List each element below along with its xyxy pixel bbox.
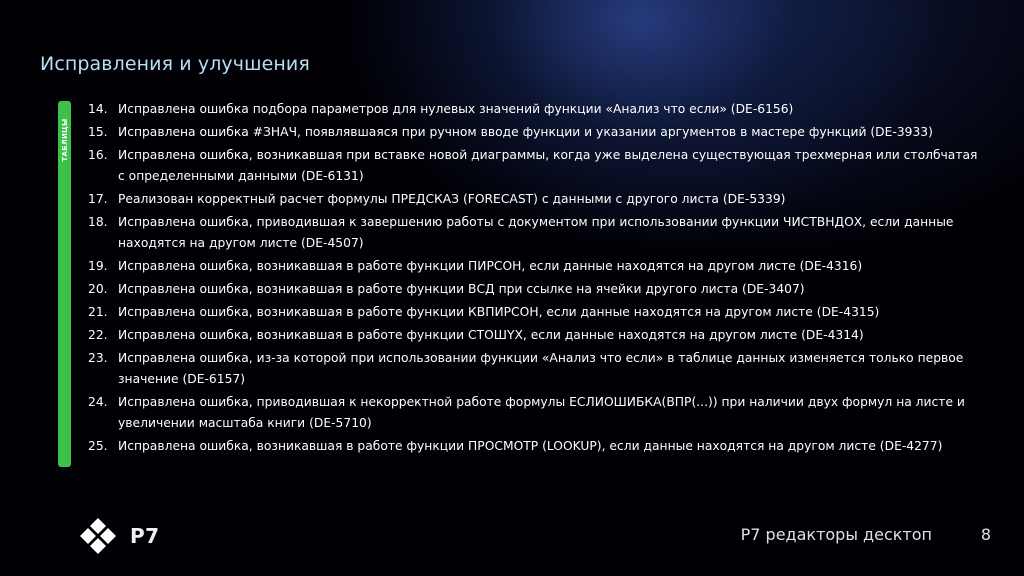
item-text: Исправлена ошибка, возникавшая при вставке новой диаграммы, когда уже выделена существующая трехмерная или столбчатая с определенными данными (DE-6131) xyxy=(118,148,978,183)
item-number: 15. xyxy=(88,125,108,139)
item-number: 21. xyxy=(88,305,108,319)
section-side-bar xyxy=(58,101,71,467)
item-number: 17. xyxy=(88,192,108,206)
section-label: ТАБЛИЦЫ xyxy=(60,118,69,162)
item-text: Исправлена ошибка, приводившая к некорректной работе формулы ЕСЛИОШИБКА(ВПР(...)) при наличии двух формул на листе и увеличении масштаба книги (DE-5710) xyxy=(118,395,965,430)
diamond-grid-logo-icon xyxy=(74,518,122,554)
item-number: 23. xyxy=(88,351,108,365)
brand-logo xyxy=(74,518,160,554)
item-text: Исправлена ошибка, возникавшая в работе функции ВСД при ссылке на ячейки другого листа (DE-3407) xyxy=(118,282,805,296)
item-number: 14. xyxy=(88,102,108,116)
list-item xyxy=(88,256,988,277)
slide-title: Исправления и улучшения xyxy=(40,53,310,75)
item-number: 22. xyxy=(88,328,108,342)
item-text: Исправлена ошибка, возникавшая в работе функции СТОШYX, если данные находятся на другом листе (DE-4314) xyxy=(118,328,864,342)
list-item xyxy=(88,99,988,120)
list-item xyxy=(88,302,988,323)
item-number: 18. xyxy=(88,215,108,229)
page-number: 8 xyxy=(980,525,991,544)
list-item xyxy=(88,189,988,210)
list-item xyxy=(88,392,988,434)
item-text: Исправлена ошибка, возникавшая в работе функции ПИРСОН, если данные находятся на другом листе (DE-4316) xyxy=(118,259,863,273)
list-item xyxy=(88,348,988,390)
list-item xyxy=(88,325,988,346)
item-text: Исправлена ошибка, возникавшая в работе функции КВПИРСОН, если данные находятся на другом листе (DE-4315) xyxy=(118,305,880,319)
item-number: 24. xyxy=(88,395,108,409)
item-number: 16. xyxy=(88,148,108,162)
footer-caption: Р7 редакторы десктоп xyxy=(740,525,932,544)
item-text: Исправлена ошибка, возникавшая в работе функции ПРОСМОТР (LOOKUP), если данные находятся на другом листе (DE-4277) xyxy=(118,439,943,453)
item-text: Исправлена ошибка, из-за которой при использовании функции «Анализ что если» в таблице данных изменяется только первое значение (DE-6157) xyxy=(118,351,964,386)
list-item xyxy=(88,122,988,143)
logo-text: P7 xyxy=(130,524,160,548)
item-text: Реализован корректный расчет формулы ПРЕДСКАЗ (FORECAST) с данными с другого листа (DE-5339) xyxy=(118,192,786,206)
list-item xyxy=(88,436,988,457)
list-item xyxy=(88,212,988,254)
list-item xyxy=(88,279,988,300)
item-text: Исправлена ошибка, приводившая к завершению работы с документом при использовании функции ЧИСТВНДОХ, если данные находятся на другом листе (DE-4507) xyxy=(118,215,954,250)
item-number: 20. xyxy=(88,282,108,296)
item-number: 19. xyxy=(88,259,108,273)
item-number: 25. xyxy=(88,439,108,453)
item-text: Исправлена ошибка подбора параметров для нулевых значений функции «Анализ что если» (DE-6156) xyxy=(118,102,794,116)
item-text: Исправлена ошибка #ЗНАЧ, появлявшаяся при ручном вводе функции и указании аргументов в мастере функций (DE-3933) xyxy=(118,125,933,139)
list-item xyxy=(88,145,988,187)
fix-list xyxy=(88,99,988,459)
